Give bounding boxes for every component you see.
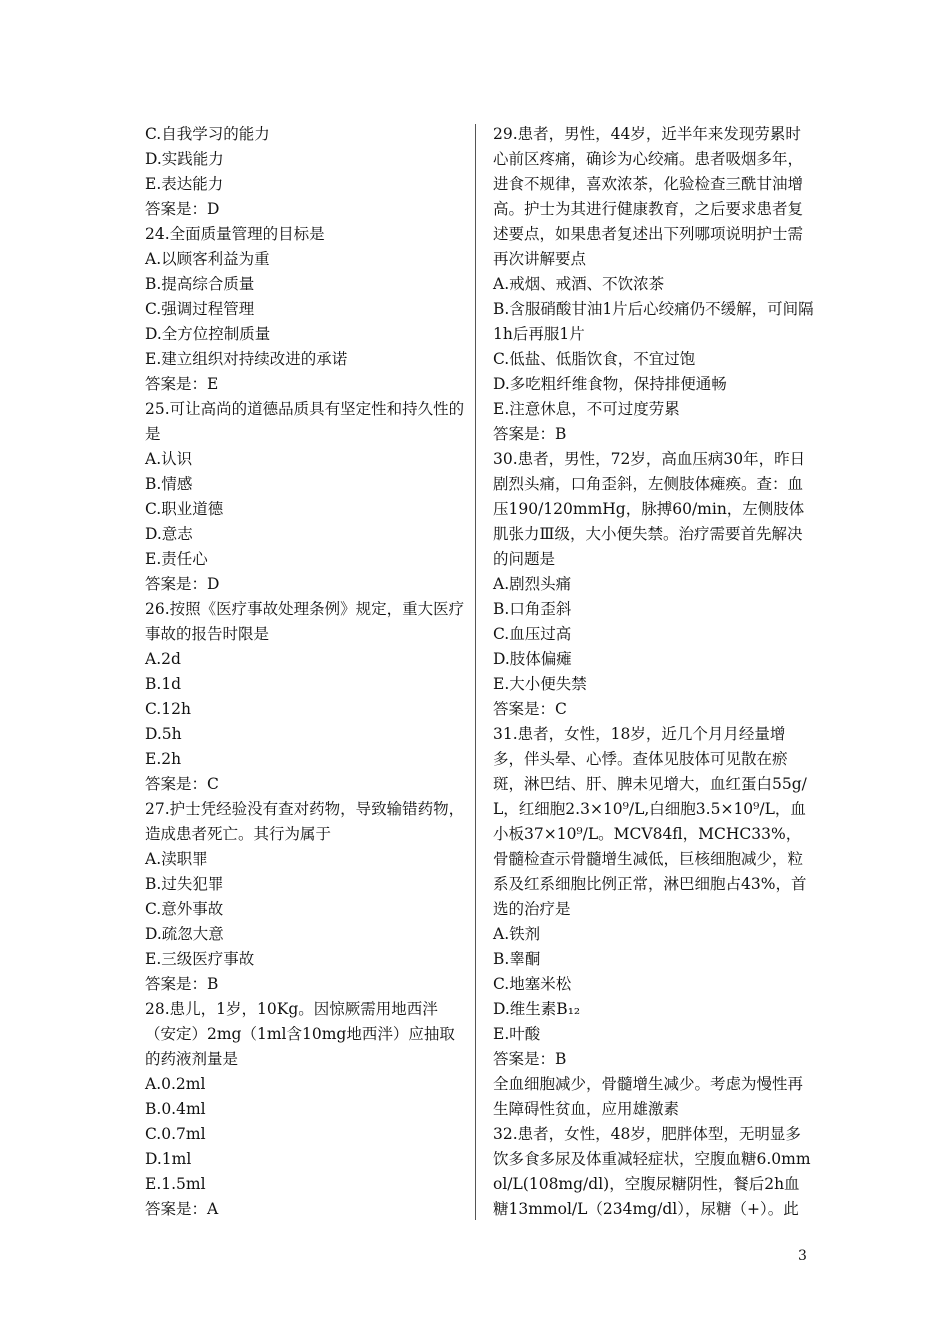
text-line: C.地塞米松 bbox=[493, 975, 572, 993]
text-line: D.实践能力 bbox=[145, 150, 224, 168]
text-line: C.强调过程管理 bbox=[145, 300, 255, 318]
text-line: 答案是：D bbox=[145, 575, 220, 593]
text-line: D.疏忽大意 bbox=[145, 925, 224, 943]
text-line: E.建立组织对持续改进的承诺 bbox=[145, 350, 348, 368]
text-line: 答案是：E bbox=[145, 375, 219, 393]
text-line: C.自我学习的能力 bbox=[145, 125, 270, 143]
text-line: D.意志 bbox=[145, 525, 193, 543]
text-line: 29.患者，男性，44岁，近半年来发现劳累时心前区疼痛，确诊为心绞痛。患者吸烟多年，进食不规律，喜欢浓茶，化验检查三酰甘油增高。护士为其进行健康教育，之后要求患者复述要点，如果患者复述出下列哪项说明护士需再次讲解要点 bbox=[493, 125, 804, 268]
text-line: D.1ml bbox=[145, 1150, 192, 1168]
text-line: 答案是：C bbox=[145, 775, 219, 793]
left-column bbox=[145, 122, 467, 1222]
text-line: C.血压过高 bbox=[493, 625, 572, 643]
text-line: B.0.4ml bbox=[145, 1100, 206, 1118]
text-line: D.维生素B₁₂ bbox=[493, 1000, 581, 1018]
column-divider bbox=[475, 124, 476, 1220]
text-line: 24.全面质量管理的目标是 bbox=[145, 225, 325, 243]
text-line: A.0.2ml bbox=[145, 1075, 206, 1093]
text-line: A.铁剂 bbox=[493, 925, 541, 943]
text-line: E.三级医疗事故 bbox=[145, 950, 255, 968]
text-line: 答案是：A bbox=[145, 1200, 219, 1218]
text-line: E.责任心 bbox=[145, 550, 208, 568]
right-column bbox=[493, 122, 815, 1222]
text-line: 28.患儿，1岁，10Kg。因惊厥需用地西泮（安定）2mg（1ml含10mg地西泮）应抽取的药液剂量是 bbox=[145, 1000, 455, 1068]
text-line: E.叶酸 bbox=[493, 1025, 541, 1043]
text-line: D.5h bbox=[145, 725, 182, 743]
page-number: 3 bbox=[798, 1248, 807, 1264]
text-line: A.渎职罪 bbox=[145, 850, 208, 868]
text-line: 答案是：C bbox=[493, 700, 567, 718]
text-line: B.1d bbox=[145, 675, 182, 693]
text-line: B.情感 bbox=[145, 475, 193, 493]
text-line: E.表达能力 bbox=[145, 175, 224, 193]
text-line: C.意外事故 bbox=[145, 900, 224, 918]
text-line: A.以顾客利益为重 bbox=[145, 250, 270, 268]
text-line: A.戒烟、戒酒、不饮浓茶 bbox=[493, 275, 665, 293]
text-line: B.口角歪斜 bbox=[493, 600, 572, 618]
text-line: E.2h bbox=[145, 750, 182, 768]
text-line: 答案是：B bbox=[145, 975, 219, 993]
text-line: C.低盐、低脂饮食，不宜过饱 bbox=[493, 350, 696, 368]
text-line: E.大小便失禁 bbox=[493, 675, 587, 693]
text-line: D.肢体偏瘫 bbox=[493, 650, 572, 668]
text-line: 31.患者，女性，18岁，近几个月月经量增多，伴头晕、心悸。查体见肢体可见散在瘀斑，淋巴结、肝、脾未见增大，血红蛋白55g/L，红细胞2.3×10⁹/L,白细胞3.5×10⁹/L，血小板37×10⁹/L。MCV84fl，MCHC33%，骨髓检查示骨髓增生减低，巨核细胞减少，粒系及红系细胞比例正常，淋巴细胞占43%，首选的治疗是 bbox=[493, 725, 807, 918]
text-line: C.12h bbox=[145, 700, 191, 718]
text-line: 30.患者，男性，72岁，高血压病30年，昨日剧烈头痛，口角歪斜，左侧肢体瘫痪。查：血压190/120mmHg，脉搏60/min，左侧肢体肌张力Ⅲ级，大小便失禁。治疗需要首先解决的问题是 bbox=[493, 450, 806, 568]
text-line: D.全方位控制质量 bbox=[145, 325, 271, 343]
text-line: D.多吃粗纤维食物，保持排便通畅 bbox=[493, 375, 727, 393]
text-line: 25.可让高尚的道德品质具有坚定性和持久性的是 bbox=[145, 400, 465, 443]
text-line: 26.按照《医疗事故处理条例》规定，重大医疗事故的报告时限是 bbox=[145, 600, 465, 643]
text-line: B.睾酮 bbox=[493, 950, 541, 968]
text-line: A.认识 bbox=[145, 450, 193, 468]
text-line: C.0.7ml bbox=[145, 1125, 206, 1143]
text-line: B.提高综合质量 bbox=[145, 275, 255, 293]
text-line: 答案是：D bbox=[145, 200, 220, 218]
text-line: E.注意休息，不可过度劳累 bbox=[493, 400, 680, 418]
text-line: C.职业道德 bbox=[145, 500, 224, 518]
text-line: 全血细胞减少，骨髓增生减少。考虑为慢性再生障碍性贫血，应用雄激素 bbox=[493, 1075, 804, 1118]
text-line: 32.患者，女性，48岁，肥胖体型，无明显多饮多食多尿及体重减轻症状，空腹血糖6.0mmol/L(108mg/dl)，空腹尿糖阴性，餐后2h血糖13mmol/L（234mg/dl），尿糖（+）。此 bbox=[493, 1125, 811, 1218]
text-line: 27.护士凭经验没有查对药物，导致输错药物，造成患者死亡。其行为属于 bbox=[145, 800, 465, 843]
text-line: A.2d bbox=[145, 650, 181, 668]
text-line: A.剧烈头痛 bbox=[493, 575, 572, 593]
text-line: 答案是：B bbox=[493, 425, 567, 443]
text-line: B.过失犯罪 bbox=[145, 875, 224, 893]
text-line: B.含服硝酸甘油1片后心绞痛仍不缓解，可间隔1h后再服1片 bbox=[493, 300, 814, 343]
text-line: 答案是：B bbox=[493, 1050, 567, 1068]
text-line: E.1.5ml bbox=[145, 1175, 206, 1193]
